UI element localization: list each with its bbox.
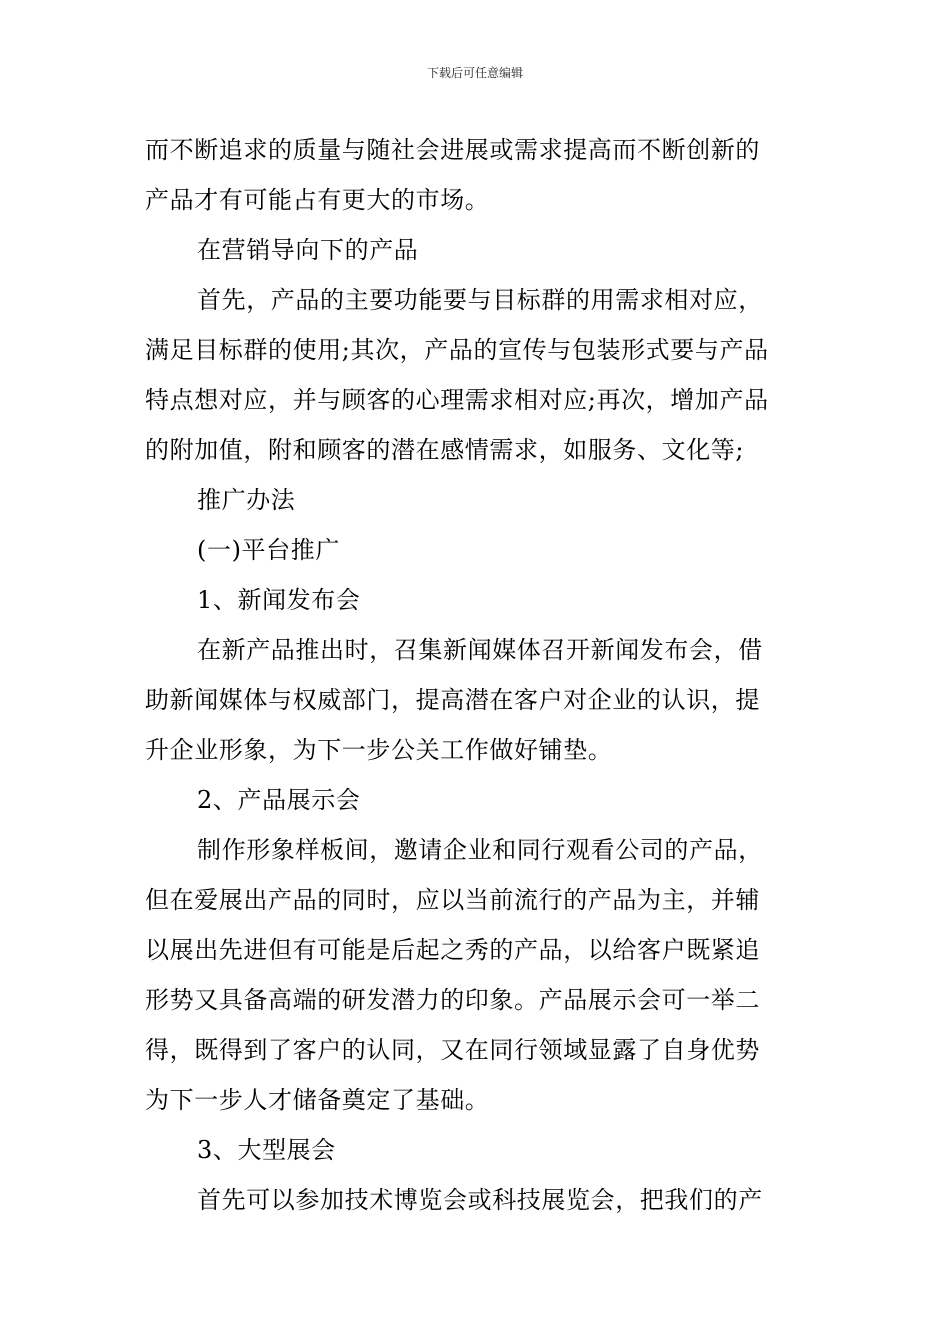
body-line: 而不断追求的质量与随社会进展或需求提高而不断创新的 [145, 136, 760, 164]
body-line: 得，既得到了客户的认同，又在同行领域显露了自身优势 [145, 1036, 760, 1064]
item-heading: 3、大型展会 [197, 1136, 336, 1164]
body-line: 首先，产品的主要功能要与目标群的用需求相对应， [197, 286, 763, 314]
body-line: 首先可以参加技术博览会或科技展览会，把我们的产 [197, 1186, 763, 1214]
body-line: 助新闻媒体与权威部门，提高潜在客户对企业的认识，提 [145, 686, 760, 714]
body-line: 满足目标群的使用;其次，产品的宣传与包装形式要与产品 [145, 336, 769, 364]
body-line: 的附加值，附和顾客的潜在感情需求，如服务、文化等; [145, 436, 745, 464]
body-line: 升企业形象，为下一步公关工作做好铺垫。 [145, 736, 613, 764]
document-body [145, 125, 810, 1225]
item-heading: 1、新闻发布会 [197, 586, 361, 614]
body-line: 形势又具备高端的研发潜力的印象。产品展示会可一举二 [145, 986, 760, 1014]
page-header-note: 下载后可任意编辑 [426, 66, 523, 80]
section-heading: 推广办法 [197, 486, 296, 514]
body-line: 制作形象样板间，邀请企业和同行观看公司的产品， [197, 836, 763, 864]
body-line: 产品才有可能占有更大的市场。 [145, 186, 490, 214]
subsection-heading: (一)平台推广 [197, 536, 340, 564]
body-line: 但在爱展出产品的同时，应以当前流行的产品为主，并辅 [145, 886, 760, 914]
body-line: 在新产品推出时，召集新闻媒体召开新闻发布会，借 [197, 636, 763, 664]
body-line: 以展出先进但有可能是后起之秀的产品，以给客户既紧追 [145, 936, 760, 964]
item-heading: 2、产品展示会 [197, 786, 361, 814]
body-line: 特点想对应，并与顾客的心理需求相对应;再次，增加产品 [145, 386, 769, 414]
body-line: 为下一步人才储备奠定了基础。 [145, 1086, 490, 1114]
section-heading: 在营销导向下的产品 [197, 236, 419, 264]
